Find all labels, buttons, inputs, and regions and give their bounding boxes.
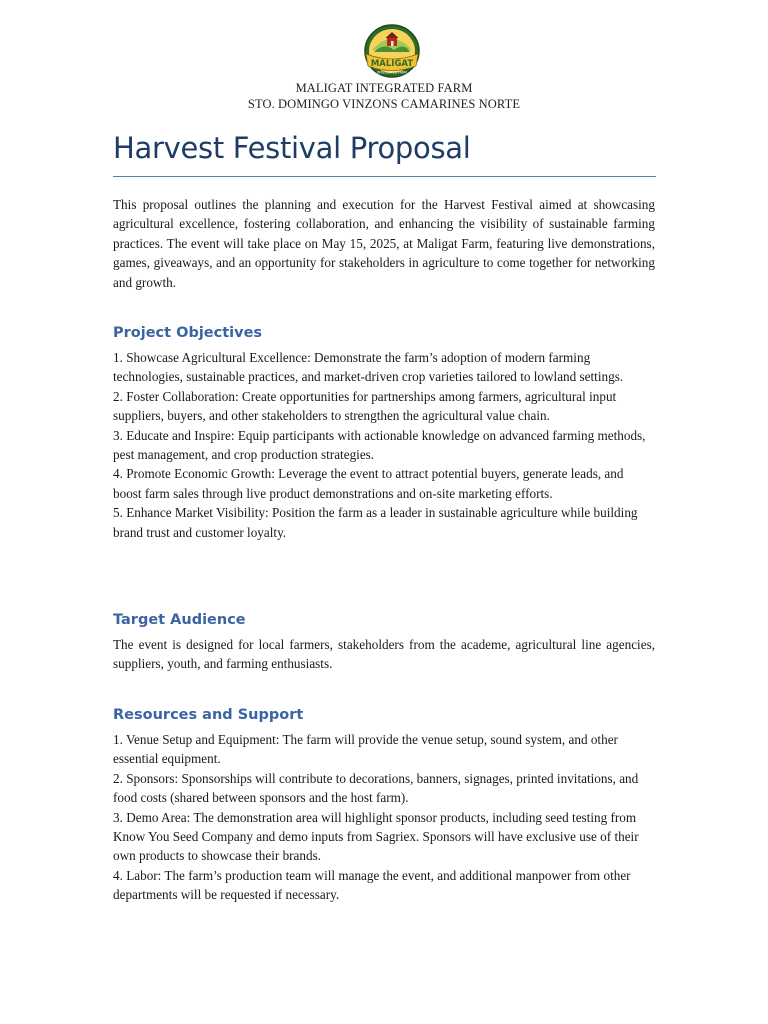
audience-heading: Target Audience <box>113 612 246 628</box>
list-item: 3. Educate and Inspire: Equip participants with actionable knowledge on advanced farming methods, pest management, and crop production strategies. <box>113 427 646 463</box>
list-item: 4. Labor: The farm’s production team will manage the event, and additional manpower from other departments will be requested if necessary. <box>113 867 631 903</box>
list-item: 4. Promote Economic Growth: Leverage the event to attract potential buyers, generate leads, and boost farm sales through live product demonstrations and on-site marketing efforts. <box>113 466 624 501</box>
resources-list <box>113 730 655 905</box>
intro-paragraph: This proposal outlines the planning and execution for the Harvest Festival aimed at showcasing agricultural excellence, fostering collaboration, and enhancing the visibility of sustainable farming practices. The event will take place on May 15, 2025, at Maligat Farm, featuring live demonstrations, games, giveaways, and an opportunity for stakeholders in agriculture to come together for networking and growth. <box>113 197 655 290</box>
list-item: 1. Venue Setup and Equipment: The farm will provide the venue setup, sound system, and other essential equipment. <box>113 732 618 767</box>
logo-subtext: INTEGRATED FARM <box>377 70 407 75</box>
logo-wordmark: MALIGAT <box>370 59 414 69</box>
org-name: MALIGAT INTEGRATED FARM <box>295 81 473 95</box>
list-item: 1. Showcase Agricultural Excellence: Demonstrate the farm’s adoption of modern farming technologies, sustainable practices, and market-driven crop varieties tailored to lowland settings. <box>113 350 624 385</box>
objectives-heading: Project Objectives <box>113 325 263 341</box>
list-item: 5. Enhance Market Visibility: Position the farm as a leader in sustainable agriculture while building brand trust and customer loyalty. <box>113 505 638 540</box>
audience-paragraph: The event is designed for local farmers, stakeholders from the academe, agricultural line agencies, suppliers, youth, and farming enthusiasts. <box>113 637 655 672</box>
list-item: 2. Sponsors: Sponsorships will contribute to decorations, banners, signages, printed invitations, and food costs (shared between sponsors and the host farm). <box>113 770 639 806</box>
org-address: STO. DOMINGO VINZONS CAMARINES NORTE <box>247 97 521 111</box>
title-divider <box>113 176 656 177</box>
resources-heading: Resources and Support <box>113 707 304 723</box>
list-item: 3. Demo Area: The demonstration area will highlight sponsor products, including seed testing from Know You Seed Company and demo inputs from Sagriex. Sponsors will have exclusive use of their own products to showcase their brands. <box>113 809 639 864</box>
objectives-list <box>113 348 655 542</box>
maligat-farm-logo-icon <box>362 20 422 80</box>
document-title: Harvest Festival Proposal <box>113 131 471 165</box>
list-item: 2. Foster Collaboration: Create opportunities for partnerships among farmers, agricultural input suppliers, buyers, and other stakeholders to strengthen the agricultural value chain. <box>113 388 617 424</box>
